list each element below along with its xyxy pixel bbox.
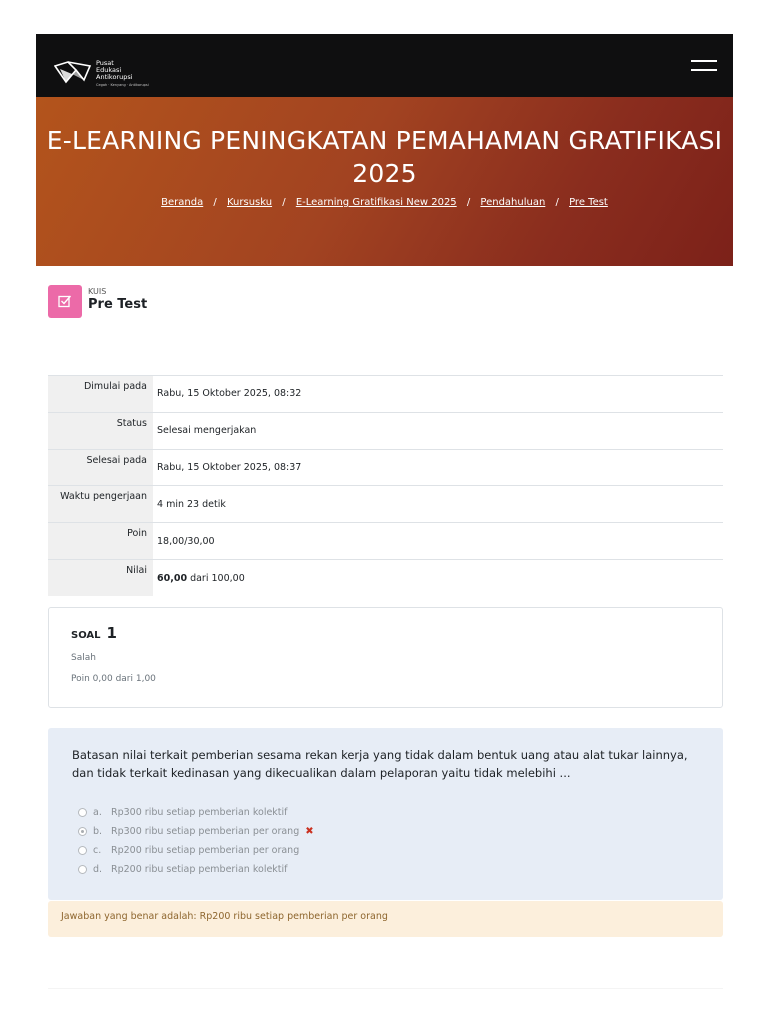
page-title: E-LEARNING PENINGKATAN PEMAHAMAN GRATIFIKASI 2025 [46,126,723,188]
answer-letter: a. [93,807,102,818]
answer-list [78,803,314,879]
answer-letter: c. [93,845,102,856]
breadcrumb-separator: / [213,197,217,208]
summary-row [48,486,723,523]
correct-answer-feedback: Jawaban yang benar adalah: Rp200 ribu setiap pemberian per orang [48,901,723,937]
answer-radio[interactable] [78,846,87,855]
summary-row [48,412,723,449]
logo-text [96,60,149,89]
summary-row [48,449,723,486]
site-logo[interactable] [54,58,154,88]
attempt-summary-table [48,375,723,596]
logo-line-1: Pusat [96,59,114,67]
activity-type-label: KUIS [88,287,107,296]
answer-text: Rp300 ribu setiap pemberian kolektif [111,807,288,818]
top-navbar [36,34,733,97]
answer-option[interactable] [78,822,314,841]
answer-radio[interactable] [78,865,87,874]
logo-mark-icon [54,60,92,84]
summary-row [48,559,723,596]
page-header-banner [36,97,733,266]
divider [48,988,723,989]
answer-option[interactable] [78,803,314,822]
breadcrumb-separator: / [555,197,559,208]
hamburger-line [691,60,717,62]
breadcrumb-separator: / [282,197,286,208]
breadcrumb-current[interactable]: Pre Test [569,197,608,208]
breadcrumb-separator: / [466,197,471,208]
question-number-value: 1 [106,624,117,642]
breadcrumb-course[interactable]: E-Learning Gratifikasi New 2025 [295,197,457,208]
hamburger-line [691,69,717,71]
breadcrumb-my-courses[interactable]: Kursusku [226,197,273,208]
grade-value: 60,00 [157,572,188,584]
question-label: SOAL [71,630,101,641]
question-grade: Poin 0,00 dari 1,00 [71,674,156,684]
summary-row [48,376,723,413]
summary-value: Rabu, 15 Oktober 2025, 08:32 [157,388,302,400]
summary-value [153,559,723,596]
question-state: Salah [71,653,96,663]
incorrect-icon: ✖ [305,826,314,837]
summary-value: Selesai mengerjakan [157,425,257,437]
breadcrumb-section[interactable]: Pendahuluan [480,197,546,208]
question-number [71,624,117,642]
answer-radio[interactable] [78,827,87,836]
summary-label: Status [48,412,153,449]
quiz-checkbox-icon [48,285,82,318]
answer-option[interactable] [78,841,314,860]
summary-value: Rabu, 15 Oktober 2025, 08:37 [157,461,302,473]
question-info-card [48,607,723,708]
breadcrumb [36,197,733,208]
logo-tagline: Cegah · Kenyang · Antikorupsi [96,83,149,87]
summary-label: Dimulai pada [48,376,153,413]
logo-line-2: Edukasi [96,66,122,74]
summary-value: 4 min 23 detik [157,498,226,510]
answer-option[interactable] [78,860,314,879]
answer-text: Rp300 ribu setiap pemberian per orang [111,826,300,837]
grade-max: dari 100,00 [187,572,245,584]
summary-label: Poin [48,523,153,560]
answer-radio[interactable] [78,808,87,817]
summary-label: Waktu pengerjaan [48,486,153,523]
answer-text: Rp200 ribu setiap pemberian kolektif [111,864,288,875]
hamburger-icon[interactable] [691,59,717,71]
summary-row [48,523,723,560]
answer-letter: d. [93,864,103,875]
question-content [48,728,723,900]
activity-title: Pre Test [88,297,148,312]
summary-value: 18,00/30,00 [157,535,215,547]
logo-line-3: Antikorupsi [96,73,133,81]
summary-label: Nilai [48,559,153,596]
answer-letter: b. [93,826,103,837]
breadcrumb-home[interactable]: Beranda [161,197,204,208]
answer-text: Rp200 ribu setiap pemberian per orang [111,845,300,856]
summary-label: Selesai pada [48,449,153,486]
question-text: Batasan nilai terkait pemberian sesama rekan kerja yang tidak dalam bentuk uang atau alat tukar lainnya, dan tidak terkait kedinasan yang dikecualikan dalam pelaporan yaitu tidak melebihi ... [72,748,688,780]
